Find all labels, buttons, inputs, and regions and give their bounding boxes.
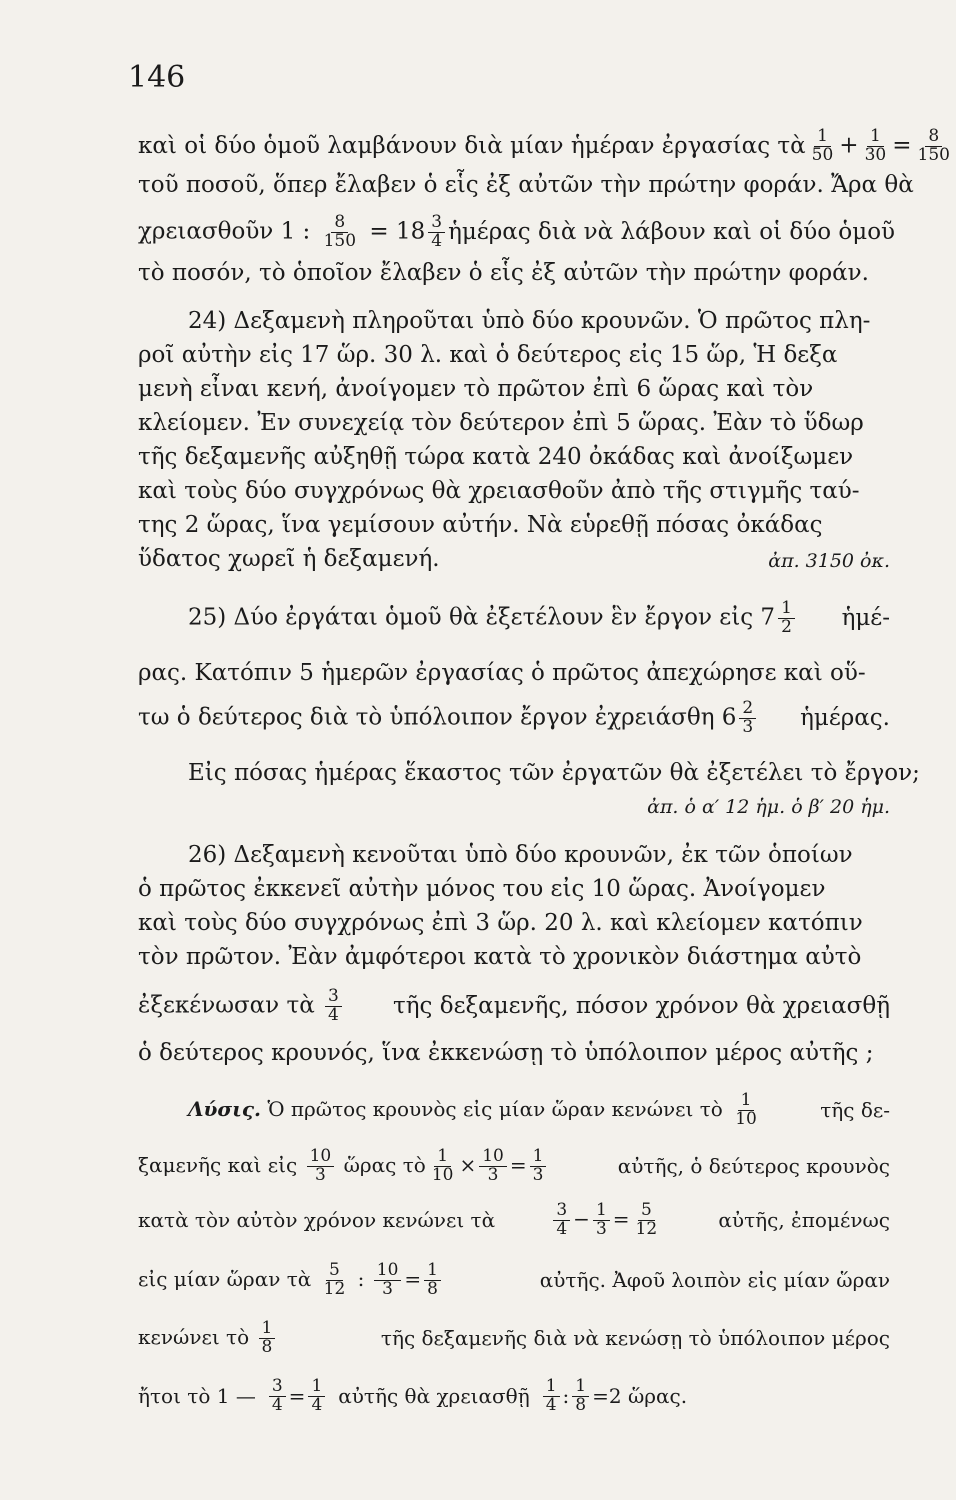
fraction: $\frac{1}{3}$ — [530, 1148, 547, 1185]
problem-26-line: καὶ τοὺς δύο συγχρόνως ἐπὶ 3 ὥρ. 20 λ. καὶ κλείομεν κατόπιν — [138, 910, 863, 936]
fraction: $\frac{3}{4}$ — [553, 1202, 570, 1239]
solution-line: εἰς μίαν ὥραν τὰ $\frac{5}{12}$ : $\frac{10}{3}$ = $\frac{1}{8}$ αὐτῆς. Ἀφοῦ λοιπὸν εἰς μίαν ὥραν — [138, 1260, 890, 1299]
answer-25: ἀπ. ὁ α′ 12 ἡμ. ὁ β′ 20 ἡμ. — [647, 796, 890, 818]
solution-line: ξαμενῆς καὶ εἰς $\frac{10}{3}$ ὥρας τὸ $\frac{1}{10}$ × $\frac{10}{3}$ = $\frac{1}{3}$ αὐτῆς, ὁ δεύτερος κρουνὸς — [138, 1146, 890, 1185]
text-line: χρειασθοῦν 1 : $\frac{8}{150}$ = 18 $\frac{3}{4}$ ἡμέρας διὰ νὰ λάβουν καὶ οἱ δύο ὁμοῦ — [138, 212, 896, 251]
fraction: $\frac{1}{10}$ — [431, 1146, 454, 1185]
problem-24-line: ροῖ αὐτὴν εἰς 17 ὥρ. 30 λ. καὶ ὁ δεύτερος εἰς 15 ὥρ, Ἡ δεξα — [138, 342, 838, 368]
solution-label: Λύσις. — [188, 1096, 261, 1121]
problem-26-line: 26) Δεξαμενὴ κενοῦται ὑπὸ δύο κρουνῶν, ἐκ τῶν ὁποίων — [188, 842, 853, 868]
fraction: $\frac{8}{150}$ — [323, 212, 357, 251]
fraction: $\frac{5}{12}$ — [323, 1260, 346, 1299]
text-line: τὸ ποσόν, τὸ ὁποῖον ἔλαβεν ὁ εἷς ἐξ αὐτῶν τὴν πρώτην φοράν. — [138, 260, 869, 286]
fraction: $\frac{3}{4}$ — [428, 214, 445, 251]
page-number: 146 — [128, 60, 186, 95]
text-line: καὶ οἱ δύο ὁμοῦ λαμβάνουν διὰ μίαν ἡμέραν ἐργασίας τὰ $\frac{1}{50}$ + $\frac{1}{30}$ = $\frac{8}{150}$ — [138, 128, 890, 165]
problem-24-line: καὶ τοὺς δύο συγχρόνως θὰ χρειασθοῦν ἀπὸ τῆς στιγμῆς ταύ- — [138, 478, 860, 504]
problem-26-line: ὁ δεύτερος κρουνός, ἵνα ἐκκενώσῃ τὸ ὑπόλοιπον μέρος αὐτῆς ; — [138, 1040, 874, 1066]
text-line: τοῦ ποσοῦ, ὅπερ ἔλαβεν ὁ εἷς ἐξ αὐτῶν τὴν πρώτην φοράν. Ἄρα θὰ — [138, 172, 914, 198]
solution-line: κενώνει τὸ $\frac{1}{8}$ τῆς δεξαμενῆς διὰ νὰ κενώσῃ τὸ ὑπόλοιπον μέρος — [138, 1318, 890, 1357]
problem-25-line: ρας. Κατόπιν 5 ἡμερῶν ἐργασίας ὁ πρῶτος ἀπεχώρησε καὶ οὕ- — [138, 660, 866, 686]
problem-26-line: ἐξεκένωσαν τὰ $\frac{3}{4}$ τῆς δεξαμενῆς, πόσον χρόνον θὰ χρειασθῇ — [138, 986, 890, 1025]
problem-24-line: 24) Δεξαμενὴ πληροῦται ὑπὸ δύο κρουνῶν. Ὁ πρῶτος πλη- — [188, 308, 871, 334]
solution-line: Λύσις. Ὁ πρῶτος κρουνὸς εἰς μίαν ὥραν κενώνει τὸ $\frac{1}{10}$ τῆς δε- — [188, 1090, 890, 1129]
fraction: $\frac{1}{8}$ — [424, 1262, 441, 1299]
fraction: $\frac{10}{3}$ — [307, 1148, 335, 1185]
fraction: $\frac{1}{3}$ — [593, 1202, 610, 1239]
fraction: $\frac{3}{4}$ — [325, 988, 342, 1025]
fraction: $\frac{8}{150}$ — [917, 126, 950, 165]
problem-26-line: τὸν πρῶτον. Ἐὰν ἀμφότεροι κατὰ τὸ χρονικὸν διάστημα αὐτὸ — [138, 944, 862, 970]
problem-25-line: 25) Δύο ἐργάται ὁμοῦ θὰ ἐξετέλουν ἓν ἔργον εἰς 7 $\frac{1}{2}$ ἡμέ- — [188, 598, 890, 637]
fraction: $\frac{1}{8}$ — [572, 1378, 589, 1415]
problem-25-line: Εἰς πόσας ἡμέρας ἕκαστος τῶν ἐργατῶν θὰ ἐξετέλει τὸ ἔργον; — [188, 760, 920, 786]
fraction: $\frac{1}{30}$ — [864, 126, 887, 165]
solution-line: κατὰ τὸν αὐτὸν χρόνον κενώνει τὰ $\frac{3}{4}$ − $\frac{1}{3}$ = $\frac{5}{12}$ αὐτῆς, ἐπομένως — [138, 1200, 890, 1239]
fraction: $\frac{1}{10}$ — [735, 1090, 757, 1129]
solution-line: ἤτοι τὸ 1 — $\frac{3}{4}$ = $\frac{1}{4}$ αὐτῆς θὰ χρειασθῇ $\frac{1}{4}$ : $\frac{1}{8}$ =2 ὥρας. — [138, 1376, 688, 1415]
fraction: $\frac{1}{4}$ — [308, 1378, 325, 1415]
fraction: $\frac{10}{3}$ — [374, 1262, 402, 1299]
fraction: $\frac{1}{2}$ — [778, 600, 795, 637]
problem-24-line: ὕδατος χωρεῖ ἡ δεξαμενή. — [138, 546, 440, 572]
fraction: $\frac{5}{12}$ — [635, 1200, 658, 1239]
fraction: $\frac{10}{3}$ — [479, 1148, 507, 1185]
problem-24-line: μενὴ εἶναι κενή, ἀνοίγομεν τὸ πρῶτον ἐπὶ 6 ὥρας καὶ τὸν — [138, 376, 814, 402]
fraction: $\frac{1}{50}$ — [811, 126, 834, 165]
problem-25-line: τω ὁ δεύτερος διὰ τὸ ὑπόλοιπον ἔργον ἐχρειάσθη 6 $\frac{2}{3}$ ἡμέρας. — [138, 698, 890, 737]
problem-24-line: τῆς δεξαμενῆς αὐξηθῇ τώρα κατὰ 240 ὀκάδας καὶ ἀνοίξωμεν — [138, 444, 854, 470]
fraction: $\frac{3}{4}$ — [269, 1378, 286, 1415]
problem-24-line: της 2 ὥρας, ἵνα γεμίσουν αὐτήν. Νὰ εὑρεθῇ πόσας ὀκάδας — [138, 512, 823, 538]
fraction-expression: $\frac{1}{50}$ + $\frac{1}{30}$ = $\frac{8}{150}$ — [806, 128, 956, 165]
answer-24: ἀπ. 3150 ὀκ. — [768, 550, 890, 572]
problem-26-line: ὁ πρῶτος ἐκκενεῖ αὐτὴν μόνος του εἰς 10 ὥρας. Ἀνοίγομεν — [138, 876, 826, 902]
fraction: $\frac{2}{3}$ — [739, 700, 756, 737]
problem-24-line: κλείομεν. Ἐν συνεχείᾳ τὸν δεύτερον ἐπὶ 5 ὥρας. Ἐὰν τὸ ὕδωρ — [138, 410, 864, 436]
fraction: $\frac{1}{8}$ — [259, 1320, 276, 1357]
fraction: $\frac{1}{4}$ — [543, 1378, 560, 1415]
